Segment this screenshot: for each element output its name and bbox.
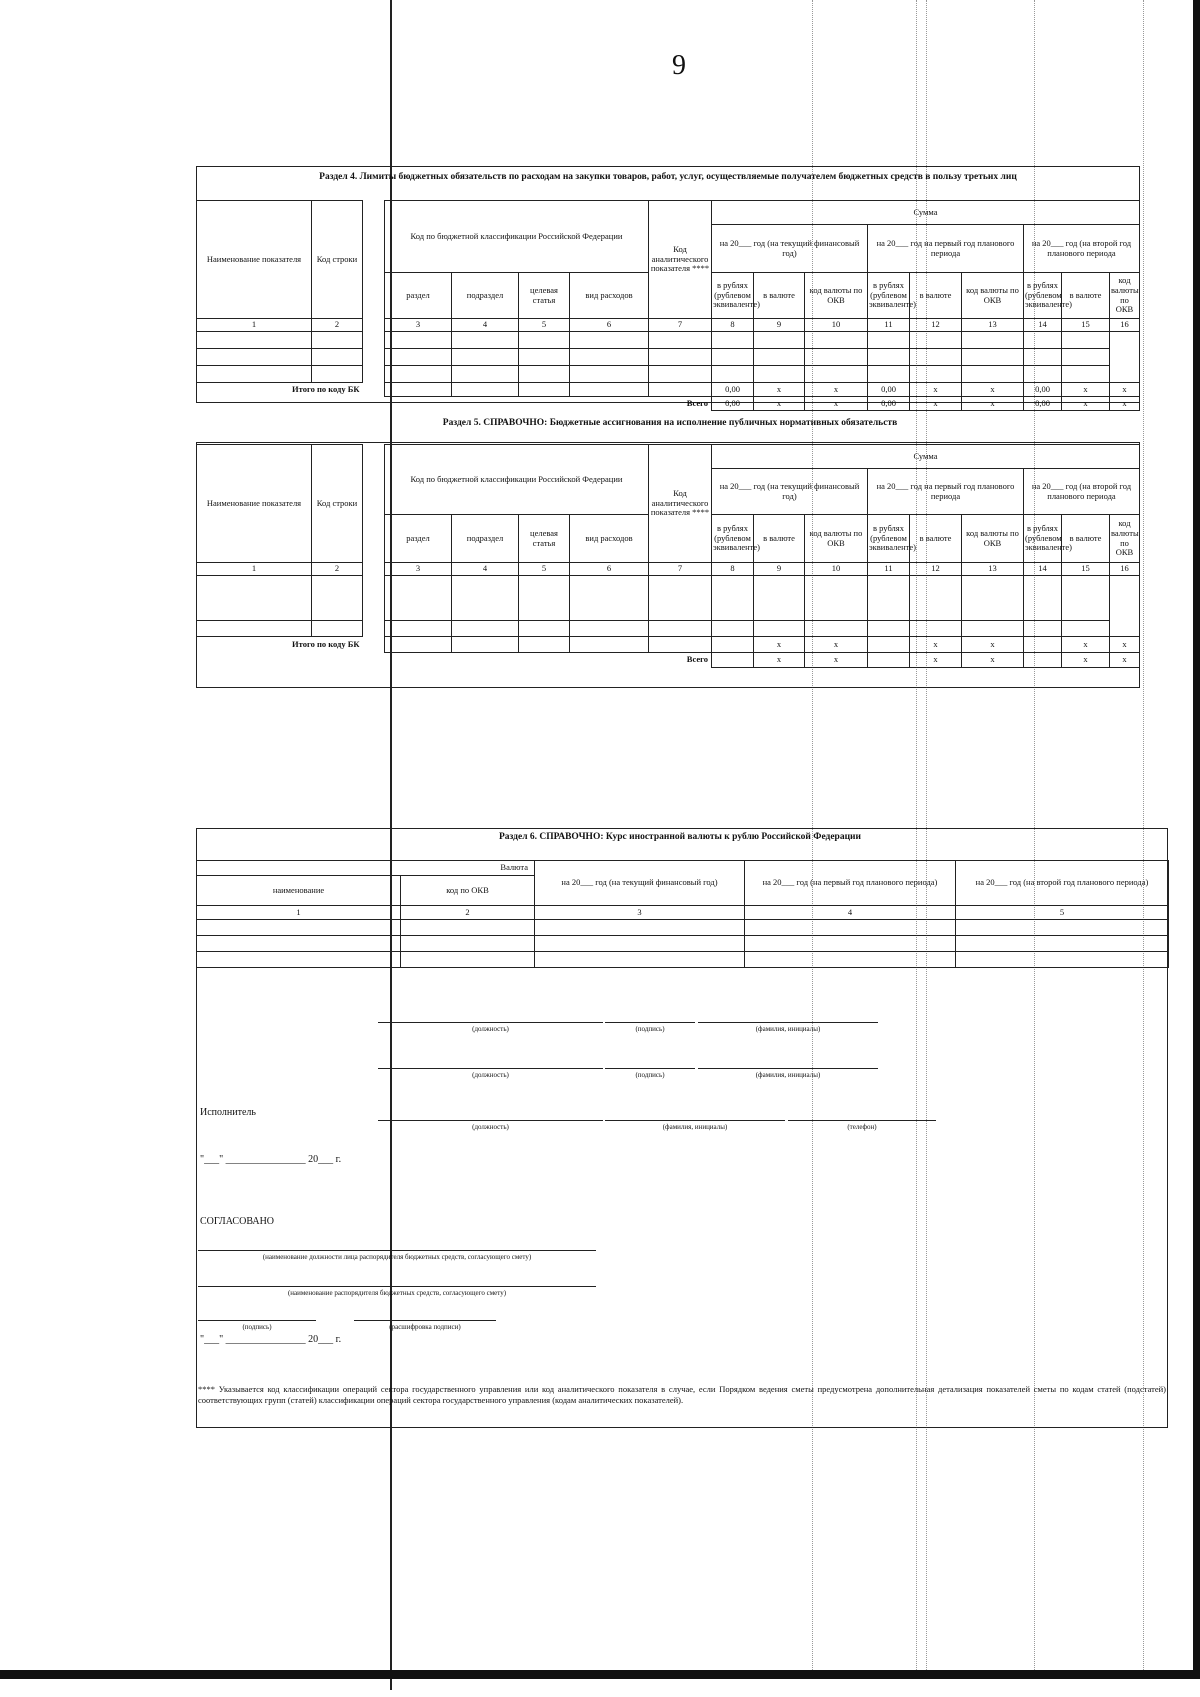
total-value: 0,00: [1024, 397, 1062, 411]
signature-line: [198, 1286, 596, 1287]
total-value: [868, 637, 910, 653]
col-number: 9: [754, 563, 805, 576]
table-row: [197, 366, 1140, 383]
caption-phone: (телефон): [847, 1123, 877, 1131]
col-number: 12: [910, 563, 962, 576]
col-number: 8: [712, 563, 754, 576]
col-number: 12: [910, 319, 962, 332]
col-in-currency: в валюте: [1062, 515, 1110, 563]
caption-agreed-position: (наименование должности лица распорядителя бюджетных средств, согласующего смету): [262, 1253, 532, 1261]
total-value: x: [754, 637, 805, 653]
col-number: 8: [712, 319, 754, 332]
col-bk-header: Код по бюджетной классификации Российской Федерации: [385, 445, 649, 515]
col-rowcode-header: Код строки: [312, 201, 363, 319]
total-value: x: [754, 653, 805, 668]
col-in-currency: в валюте: [910, 515, 962, 563]
col-summa-header: Сумма: [712, 445, 1140, 469]
col-number: 16: [1110, 319, 1140, 332]
total-value: x: [754, 397, 805, 411]
col-number: 1: [197, 563, 312, 576]
col-number: 3: [385, 563, 452, 576]
col-number: 10: [805, 563, 868, 576]
section4-table: [196, 200, 1140, 411]
total-value: [1024, 637, 1062, 653]
col-number: 11: [868, 563, 910, 576]
section6-table: [196, 860, 1169, 968]
col-in-currency: в валюте: [754, 273, 805, 319]
grand-total-label: Всего: [686, 654, 708, 665]
date-line: "___" ________________ 20___ г.: [200, 1154, 342, 1165]
col-razdel: раздел: [385, 273, 452, 319]
col-in-rub: в рублях (рублевом эквиваленте): [1024, 515, 1062, 563]
signature-line: [605, 1120, 785, 1121]
total-value: x: [1062, 397, 1110, 411]
col-okv: код валюты по ОКВ: [962, 515, 1024, 563]
col-okv: код валюты по ОКВ: [805, 515, 868, 563]
total-value: x: [962, 397, 1024, 411]
rate-year-current: на 20___ год (на текущий финансовый год): [535, 861, 745, 906]
col-number: 5: [956, 906, 1169, 920]
col-number: 13: [962, 319, 1024, 332]
col-year-current: на 20___ год (на текущий финансовый год): [712, 225, 868, 273]
col-number: 10: [805, 319, 868, 332]
col-bk-header: Код по бюджетной классификации Российской Федерации: [385, 201, 649, 273]
signature-line: [788, 1120, 936, 1121]
caption-agreed-signature: (подпись): [242, 1323, 272, 1331]
column-number-row: [197, 319, 1140, 332]
signature-line: [198, 1320, 316, 1321]
col-year-current: на 20___ год (на текущий финансовый год): [712, 469, 868, 515]
column-number-row: [197, 906, 1169, 920]
col-number: 2: [312, 319, 363, 332]
table-row: [197, 920, 1169, 936]
col-number: 5: [519, 563, 570, 576]
col-number: 7: [649, 563, 712, 576]
total-value: x: [805, 653, 868, 668]
col-in-currency: в валюте: [754, 515, 805, 563]
col-in-rub: в рублях (рублевом эквиваленте): [1024, 273, 1062, 319]
total-value: [1024, 653, 1062, 668]
total-value: x: [754, 383, 805, 397]
total-value: x: [805, 397, 868, 411]
col-number: 4: [452, 563, 519, 576]
caption-position: (должность): [472, 1071, 509, 1079]
col-podrazdel: подраздел: [452, 273, 519, 319]
signature-line: [605, 1068, 695, 1069]
table-row: [197, 621, 1140, 637]
total-value: x: [805, 637, 868, 653]
col-podrazdel: подраздел: [452, 515, 519, 563]
executor-label: Исполнитель: [200, 1107, 256, 1118]
caption-agreed-decode: (расшифровка подписи): [389, 1323, 461, 1331]
col-rowcode-header: Код строки: [312, 445, 363, 563]
col-number: 7: [649, 319, 712, 332]
signature-line: [698, 1022, 878, 1023]
col-number: 4: [745, 906, 956, 920]
rate-year-second: на 20___ год (на второй год планового периода): [956, 861, 1169, 906]
total-value: 0,00: [868, 397, 910, 411]
col-number: 16: [1110, 563, 1140, 576]
signature-line: [378, 1120, 603, 1121]
total-value: x: [1062, 383, 1110, 397]
col-name-header: Наименование показателя: [197, 445, 312, 563]
total-value: x: [962, 383, 1024, 397]
caption-signature: (подпись): [635, 1025, 665, 1033]
col-number: 11: [868, 319, 910, 332]
signature-line: [605, 1022, 695, 1023]
rate-year-first: на 20___ год (на первый год планового периода): [745, 861, 956, 906]
total-bk-row: [197, 383, 1140, 397]
col-in-rub: в рублях (рублевом эквиваленте): [712, 515, 754, 563]
scan-right-border: [1193, 0, 1200, 1679]
col-vid: вид расходов: [570, 273, 649, 319]
col-year-first: на 20___ год на первый год планового периода: [868, 469, 1024, 515]
col-number: 15: [1062, 319, 1110, 332]
total-value: 0,00: [868, 383, 910, 397]
col-number: 14: [1024, 319, 1062, 332]
caption-position: (должность): [472, 1123, 509, 1131]
total-value: x: [910, 653, 962, 668]
col-year-second: на 20___ год (на второй год планового периода: [1024, 469, 1140, 515]
col-in-currency: в валюте: [910, 273, 962, 319]
currency-okv-header: код по ОКВ: [401, 876, 535, 906]
col-summa-header: Сумма: [712, 201, 1140, 225]
total-value: x: [910, 397, 962, 411]
total-value: x: [910, 383, 962, 397]
total-value: x: [1062, 637, 1110, 653]
signature-line: [698, 1068, 878, 1069]
col-number: 14: [1024, 563, 1062, 576]
col-number: 3: [535, 906, 745, 920]
table-row: [197, 936, 1169, 952]
section6-title: Раздел 6. СПРАВОЧНО: Курс иностранной валюты к рублю Российской Федерации: [498, 832, 862, 842]
total-value: x: [805, 383, 868, 397]
agreed-label: СОГЛАСОВАНО: [200, 1216, 275, 1227]
currency-name-header: наименование: [197, 876, 401, 906]
total-value: 0,00: [712, 383, 754, 397]
col-celevaya: целевая статья: [519, 273, 570, 319]
col-number: 2: [312, 563, 363, 576]
caption-name: (фамилия, инициалы): [755, 1071, 821, 1079]
signature-line: [378, 1022, 603, 1023]
caption-name: (фамилия, инициалы): [662, 1123, 728, 1131]
total-value: [712, 653, 754, 668]
caption-position: (должность): [472, 1025, 509, 1033]
currency-header: Валюта: [197, 861, 535, 876]
col-okv: код валюты по ОКВ: [805, 273, 868, 319]
total-value: x: [1062, 653, 1110, 668]
caption-agreed-org: (наименование распорядителя бюджетных средств, согласующего смету): [287, 1289, 507, 1297]
grand-total-row: [197, 653, 1140, 668]
col-year-first: на 20___ год на первый год планового периода: [868, 225, 1024, 273]
page-number: 9: [672, 50, 686, 81]
col-okv: код валюты по ОКВ: [1110, 273, 1140, 319]
col-number: 3: [385, 319, 452, 332]
col-in-rub: в рублях (рублевом эквиваленте): [868, 273, 910, 319]
total-value: x: [910, 637, 962, 653]
col-analytic-header: Код аналитического показателя ****: [649, 201, 712, 319]
scan-bottom-border: [0, 1670, 1200, 1679]
total-value: [712, 637, 754, 653]
col-year-second: на 20___ год (на второй год планового периода: [1024, 225, 1140, 273]
agreed-date-line: "___" ________________ 20___ г.: [200, 1334, 342, 1345]
col-number: 5: [519, 319, 570, 332]
col-number: 1: [197, 906, 401, 920]
section4-title: Раздел 4. Лимиты бюджетных обязательств по расходам на закупки товаров, работ, услуг, осуществляемые получателем бюджетных средств в пользу третьих лиц: [319, 172, 1017, 182]
signature-line: [378, 1068, 603, 1069]
col-analytic-header: Код аналитического показателя ****: [649, 445, 712, 563]
table-row: [197, 349, 1140, 366]
signature-line: [198, 1250, 596, 1251]
total-value: x: [962, 637, 1024, 653]
section5-table: [196, 444, 1140, 668]
table-row: [197, 576, 1140, 621]
caption-signature: (подпись): [635, 1071, 665, 1079]
signature-line: [354, 1320, 496, 1321]
grand-total-row: [197, 397, 1140, 411]
caption-name: (фамилия, инициалы): [755, 1025, 821, 1033]
col-number: 2: [401, 906, 535, 920]
total-value: x: [1110, 653, 1140, 668]
section5-title: Раздел 5. СПРАВОЧНО: Бюджетные ассигнования на исполнение публичных нормативных обязательств: [442, 418, 898, 428]
column-number-row: [197, 563, 1140, 576]
col-celevaya: целевая статья: [519, 515, 570, 563]
col-okv: код валюты по ОКВ: [1110, 515, 1140, 563]
col-number: 4: [452, 319, 519, 332]
col-number: 1: [197, 319, 312, 332]
col-number: 15: [1062, 563, 1110, 576]
total-value: 0,00: [1024, 383, 1062, 397]
col-name-header: Наименование показателя: [197, 201, 312, 319]
total-bk-label: Итого по коду БК: [292, 383, 360, 394]
col-in-rub: в рублях (рублевом эквиваленте): [712, 273, 754, 319]
col-okv: код валюты по ОКВ: [962, 273, 1024, 319]
total-value: x: [962, 653, 1024, 668]
col-number: 9: [754, 319, 805, 332]
col-number: 13: [962, 563, 1024, 576]
col-in-rub: в рублях (рублевом эквиваленте): [868, 515, 910, 563]
col-number: 6: [570, 563, 649, 576]
table-row: [197, 952, 1169, 968]
total-value: x: [1110, 383, 1140, 397]
footnote: **** Указывается код классификации операций сектора государственного управления или код аналитического показателя в случае, если Порядком ведения сметы предусмотрена дополнительная детализация показателей сметы по кодам статей (подстатей) соответствующих групп (статей) классификации операций сектора государственного управления (кодам аналитических показателей).: [198, 1384, 1166, 1406]
total-bk-row: [197, 637, 1140, 653]
total-value: 0,00: [712, 397, 754, 411]
col-vid: вид расходов: [570, 515, 649, 563]
col-in-currency: в валюте: [1062, 273, 1110, 319]
grand-total-label: Всего: [686, 397, 708, 408]
total-value: x: [1110, 397, 1140, 411]
total-value: x: [1110, 637, 1140, 653]
total-bk-label: Итого по коду БК: [292, 638, 360, 649]
table-row: [197, 332, 1140, 349]
col-number: 6: [570, 319, 649, 332]
total-value: [868, 653, 910, 668]
col-razdel: раздел: [385, 515, 452, 563]
